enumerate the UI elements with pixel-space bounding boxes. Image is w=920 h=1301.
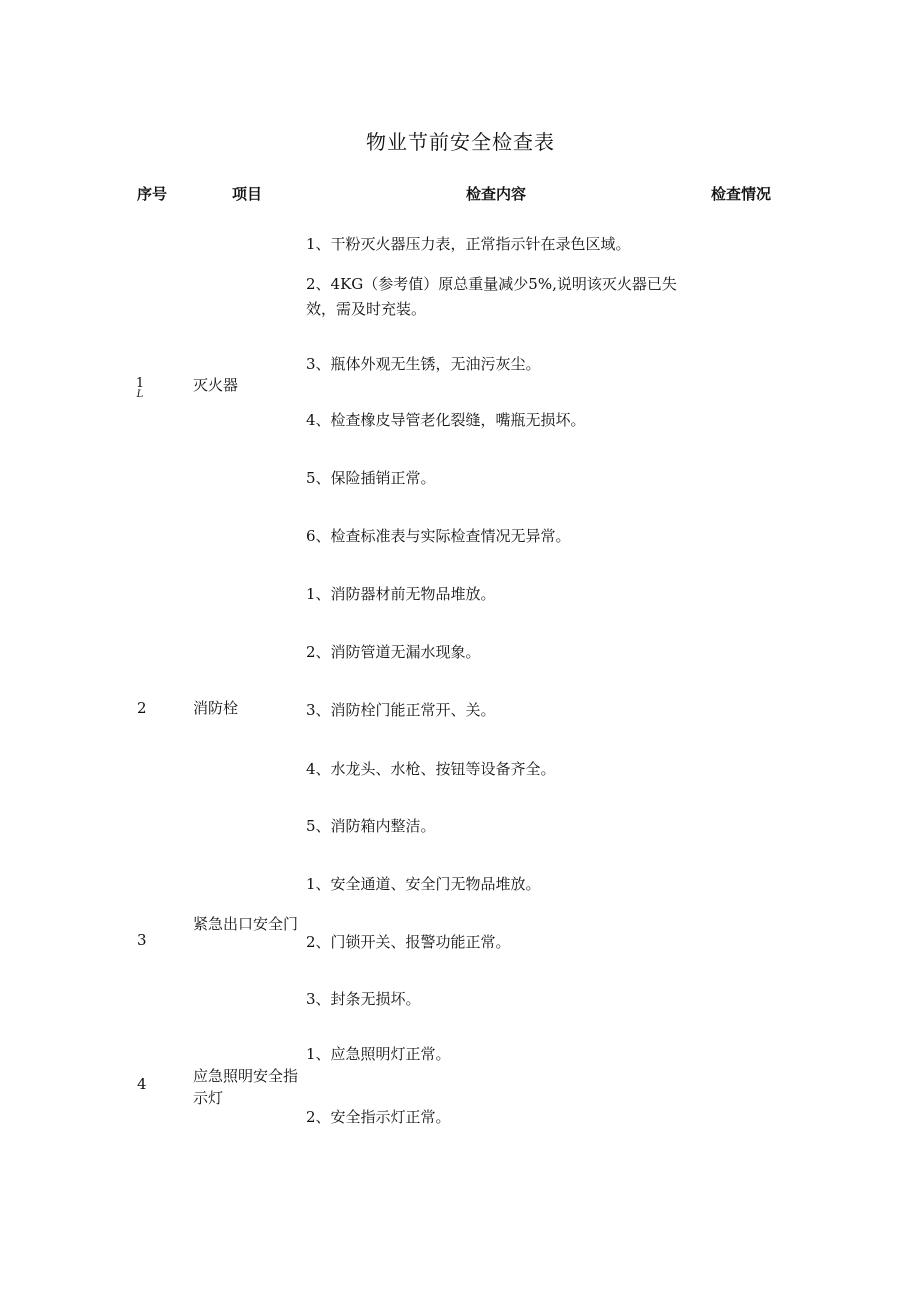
section-4-number: 4: [137, 1075, 147, 1093]
section-1-number-top: 1: [135, 376, 145, 391]
section-4-item: 应急照明安全指示灯: [193, 1067, 299, 1107]
page-title: 物业节前安全检查表: [366, 130, 555, 154]
check-item: 3、消防栓门能正常开、关。: [306, 701, 496, 719]
check-item: 1、干粉灭火器压力表，正常指示针在录色区域。: [306, 235, 631, 253]
check-item: 5、保险插销正常。: [306, 469, 436, 487]
header-status: 检查情况: [711, 185, 772, 203]
check-item: 3、瓶体外观无生锈，无油污灰尘。: [306, 355, 541, 373]
check-item: 1、消防器材前无物品堆放。: [306, 585, 496, 603]
check-item: 1、应急照明灯正常。: [306, 1045, 451, 1063]
header-no: 序号: [137, 185, 168, 203]
check-item: 2、消防管道无漏水现象。: [306, 643, 481, 661]
check-item: 4、检查橡皮导管老化裂缝，嘴瓶无损坏。: [306, 411, 586, 429]
header-item: 项目: [232, 185, 263, 203]
check-item: 2、门锁开关、报警功能正常。: [306, 933, 511, 951]
check-item: 2、4KG（参考值）原总重量减少5%,说明该灭火器已失效，需及时充装。: [306, 275, 677, 318]
section-2-number: 2: [137, 699, 147, 717]
check-item: 2、安全指示灯正常。: [306, 1108, 451, 1126]
check-item: 4、水龙头、水枪、按钮等设备齐全。: [306, 760, 556, 778]
check-item: 6、检查标准表与实际检查情况无异常。: [306, 527, 571, 545]
section-1-item: 灭火器: [193, 376, 239, 394]
section-1-number: [134, 378, 146, 400]
section-1-number-bottom: L: [136, 389, 144, 400]
header-content: 检查内容: [466, 185, 527, 203]
check-item: 3、封条无损坏。: [306, 990, 421, 1008]
section-3-item: 紧急出口安全门: [193, 915, 299, 933]
check-item: 1、安全通道、安全门无物品堆放。: [306, 875, 541, 893]
check-item: 5、消防箱内整洁。: [306, 817, 436, 835]
section-2-item: 消防栓: [193, 699, 239, 717]
section-3-number: 3: [137, 931, 147, 949]
